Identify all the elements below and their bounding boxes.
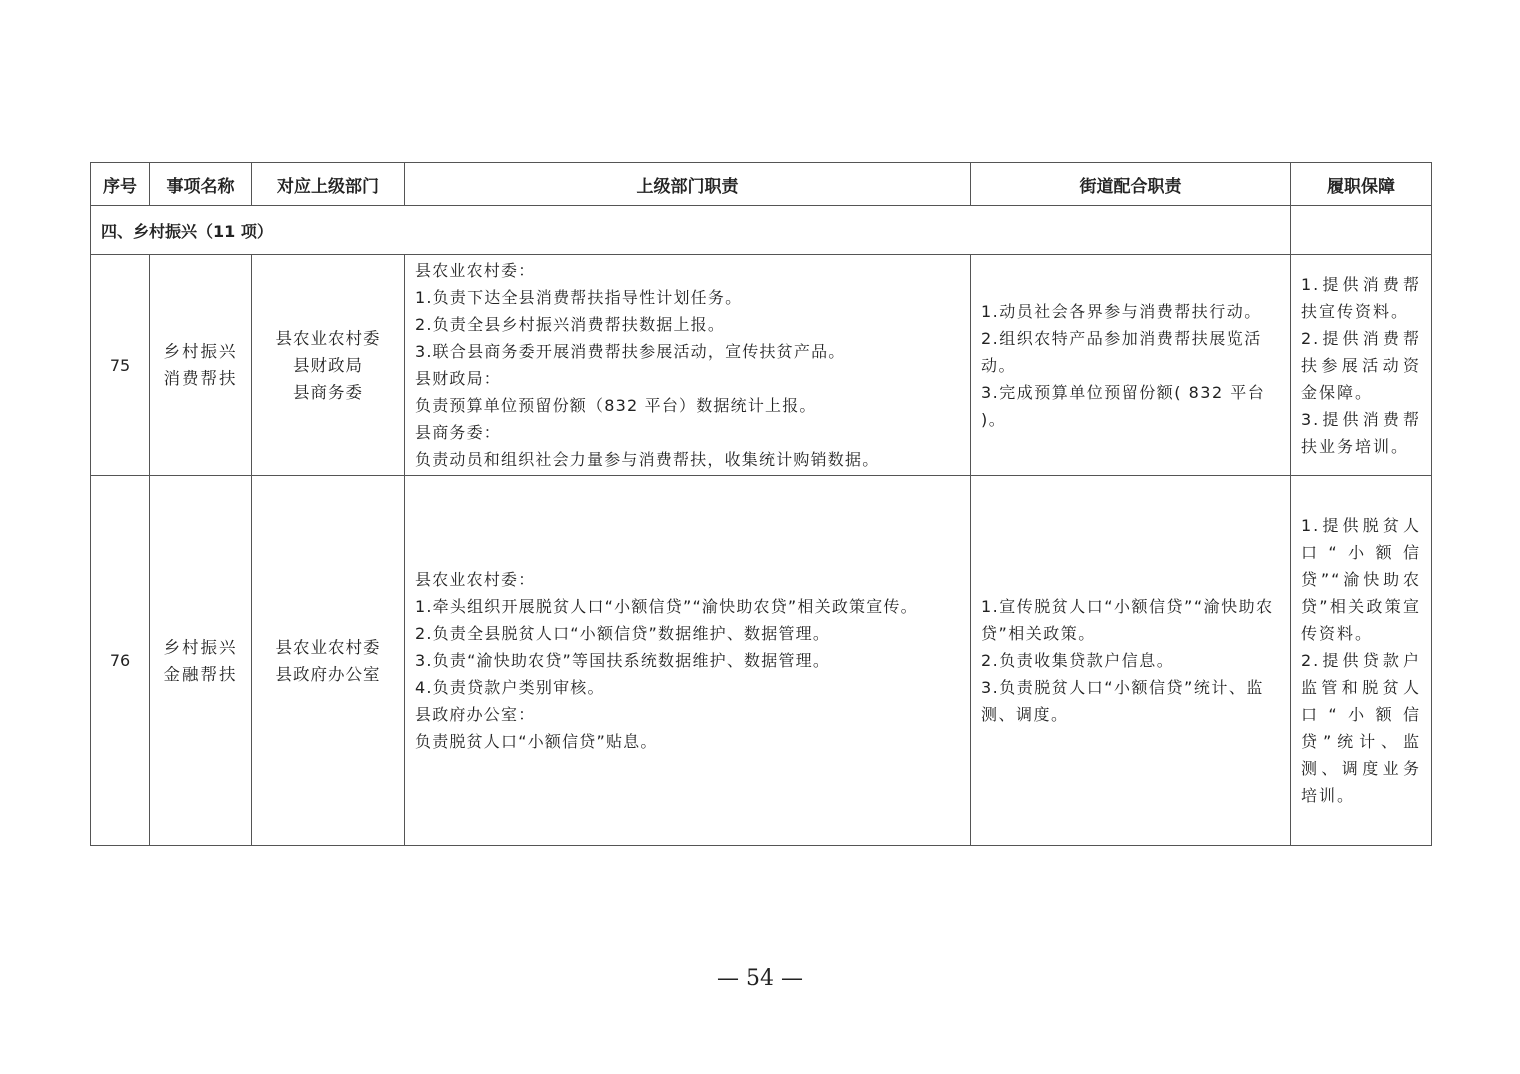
duty-line: 2.负责全县乡村振兴消费帮扶数据上报。 [415,315,726,334]
item-name-cell [150,476,252,846]
street-duty-cell [971,476,1291,846]
duty-line: 县农业农村委： [415,261,536,280]
duty-line: 4.负责贷款户类别审核。 [415,678,605,697]
duty-line: 3.联合县商务委开展消费帮扶参展活动，宣传扶贫产品。 [415,342,846,361]
superior-duty-cell [405,476,971,846]
table-header-row [91,163,1432,206]
duty-line: 负责动员和组织社会力量参与消费帮扶，收集统计购销数据。 [415,450,880,469]
duty-line: 县商务委： [415,423,502,442]
duty-line: 负责预算单位预留份额（832 平台）数据统计上报。 [415,396,817,415]
dept-line: 县农业农村委 [275,637,381,657]
duty-line: 县政府办公室： [415,705,536,724]
item-name-cell [150,255,252,476]
duty-line: 2.负责全县脱贫人口“小额信贷”数据维护、数据管理。 [415,624,831,643]
header-item-name: 事项名称 [150,163,252,206]
guarantee-line: 1.提供脱贫人口“小额信贷”“渝快助农贷”相关政策宣传资料。 [1301,516,1421,643]
header-index: 序号 [91,163,150,206]
guarantee-line: 2.提供消费帮扶参展活动资金保障。 [1301,328,1421,402]
guarantee-line: 2.提供贷款户监管和脱贫人口“小额信贷”统计、监测、调度业务培训。 [1301,651,1421,805]
duty-line: 1.牵头组织开展脱贫人口“小额信贷”“渝快助农贷”相关政策宣传。 [415,597,918,616]
coop-line: 2.组织农特产品参加消费帮扶展览活动。 [981,328,1262,375]
section-row [91,206,1432,255]
coop-line: 3.负责脱贫人口“小额信贷”统计、监测、调度。 [981,678,1264,724]
guarantee-cell [1291,255,1432,476]
dept-line: 县财政局 [293,355,363,375]
guarantee-line: 1.提供消费帮扶宣传资料。 [1301,274,1421,321]
table-row [91,476,1432,846]
header-superior-dept: 对应上级部门 [252,163,405,206]
street-duty-cell [971,255,1291,476]
dept-cell [252,255,405,476]
superior-duty-cell [405,255,971,476]
item-name-line: 消费帮扶 [163,369,238,388]
duty-line: 县农业农村委： [415,570,536,589]
item-name-line: 乡村振兴 [163,637,238,657]
item-name-line: 金融帮扶 [163,664,238,684]
dept-line: 县商务委 [293,382,363,402]
dept-cell [252,476,405,846]
coop-line: 1.宣传脱贫人口“小额信贷”“渝快助农贷”相关政策。 [981,597,1274,643]
header-superior-duty: 上级部门职责 [405,163,971,206]
duty-line: 负责脱贫人口“小额信贷”贴息。 [415,732,658,751]
coop-line: 1.动员社会各界参与消费帮扶行动。 [981,301,1262,321]
duty-line: 1.负责下达全县消费帮扶指导性计划任务。 [415,288,743,307]
page-number: — 54 — [717,966,803,991]
dept-line: 县农业农村委 [275,328,381,348]
guarantee-cell [1291,476,1432,846]
item-name-line: 乡村振兴 [163,342,238,361]
table-row [91,255,1432,476]
row-number: 75 [91,255,150,476]
header-guarantee: 履职保障 [1291,163,1432,206]
responsibility-table [90,162,1432,846]
row-number: 76 [91,476,150,846]
coop-line: 3.完成预算单位预留份额( 832 平台 )。 [981,382,1266,429]
section-title: 四、乡村振兴（11 项） [91,206,1291,255]
section-empty-cell [1291,206,1432,255]
coop-line: 2.负责收集贷款户信息。 [981,651,1175,670]
duty-line: 县财政局： [415,369,502,388]
dept-line: 县政府办公室 [275,664,381,684]
duty-line: 3.负责“渝快助农贷”等国扶系统数据维护、数据管理。 [415,651,831,670]
guarantee-line: 3.提供消费帮扶业务培训。 [1301,409,1421,456]
header-street-duty: 街道配合职责 [971,163,1291,206]
